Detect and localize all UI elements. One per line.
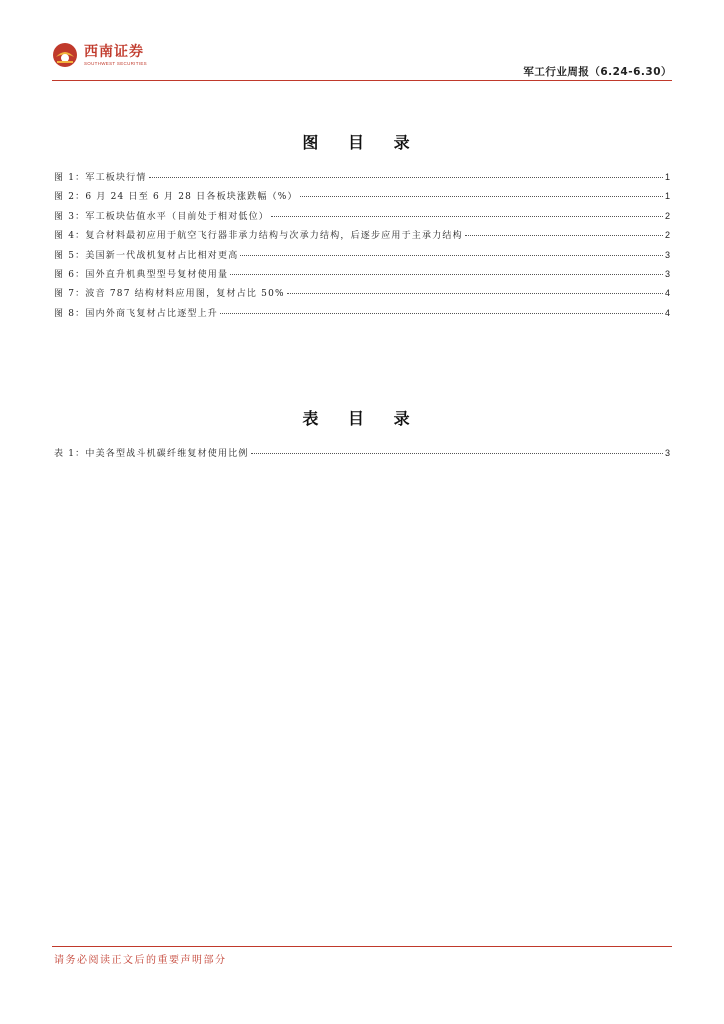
toc-leader-dots (251, 453, 663, 454)
toc-entry[interactable] (54, 306, 670, 325)
toc-entry-label: 图 2：6 月 24 日至 6 月 28 日各板块涨跌幅（%） (54, 192, 298, 203)
figures-toc-list (54, 170, 670, 325)
toc-leader-dots (287, 293, 663, 294)
tables-toc-list (54, 446, 670, 465)
toc-leader-dots (220, 313, 663, 314)
toc-leader-dots (149, 177, 663, 178)
toc-leader-dots (271, 216, 663, 217)
header-divider (52, 80, 672, 81)
toc-entry-page: 2 (664, 210, 670, 221)
company-logo (52, 42, 147, 68)
tables-toc-title: 表 目 录 (302, 409, 422, 428)
toc-entry-page: 4 (664, 307, 670, 318)
toc-entry-page: 4 (664, 288, 670, 299)
toc-entry-label: 图 7：波音 787 结构材料应用图，复材占比 50% (54, 289, 285, 300)
page-header (52, 42, 672, 82)
toc-entry[interactable] (54, 170, 670, 189)
toc-entry[interactable] (54, 209, 670, 228)
logo-emblem-icon (52, 42, 78, 68)
figures-toc-title: 图 目 录 (302, 133, 422, 152)
toc-entry-label: 图 1：军工板块行情 (54, 173, 147, 183)
toc-entry-page: 1 (664, 191, 670, 202)
toc-leader-dots (465, 235, 663, 236)
toc-entry-label: 表 1：中美各型战斗机碳纤维复材使用比例 (54, 449, 249, 459)
toc-entry[interactable] (54, 248, 670, 267)
footer-disclaimer: 请务必阅读正文后的重要声明部分 (54, 955, 227, 966)
toc-entry[interactable] (54, 446, 670, 465)
toc-entry-label: 图 6：国外直升机典型型号复材使用量 (54, 269, 229, 280)
toc-entry[interactable] (54, 286, 670, 305)
toc-entry[interactable] (54, 189, 670, 208)
toc-leader-dots (300, 196, 663, 197)
logo-name-en: SOUTHWEST SECURITIES (84, 60, 147, 66)
toc-entry[interactable] (54, 267, 670, 286)
toc-leader-dots (240, 255, 663, 256)
logo-name-cn: 西南证券 (84, 43, 144, 60)
toc-entry-label: 图 8：国内外商飞复材占比逐型上升 (54, 308, 218, 319)
toc-entry-page: 3 (664, 268, 670, 279)
report-title: 军工行业周报（6.24-6.30） (523, 66, 672, 78)
toc-entry-page: 1 (664, 172, 670, 182)
footer-divider (52, 946, 672, 947)
toc-entry-page: 2 (664, 230, 670, 241)
toc-entry-label: 图 5：美国新一代战机复材占比相对更高 (54, 250, 239, 261)
toc-leader-dots (230, 274, 663, 275)
toc-entry-label: 图 3：军工板块估值水平（目前处于相对低位） (54, 211, 269, 222)
toc-entry-page: 3 (664, 448, 670, 458)
toc-entry-page: 3 (664, 249, 670, 260)
toc-entry[interactable] (54, 228, 670, 247)
toc-entry-label: 图 4：复合材料最初应用于航空飞行器非承力结构与次承力结构，后逐步应用于主承力结构 (54, 231, 463, 242)
